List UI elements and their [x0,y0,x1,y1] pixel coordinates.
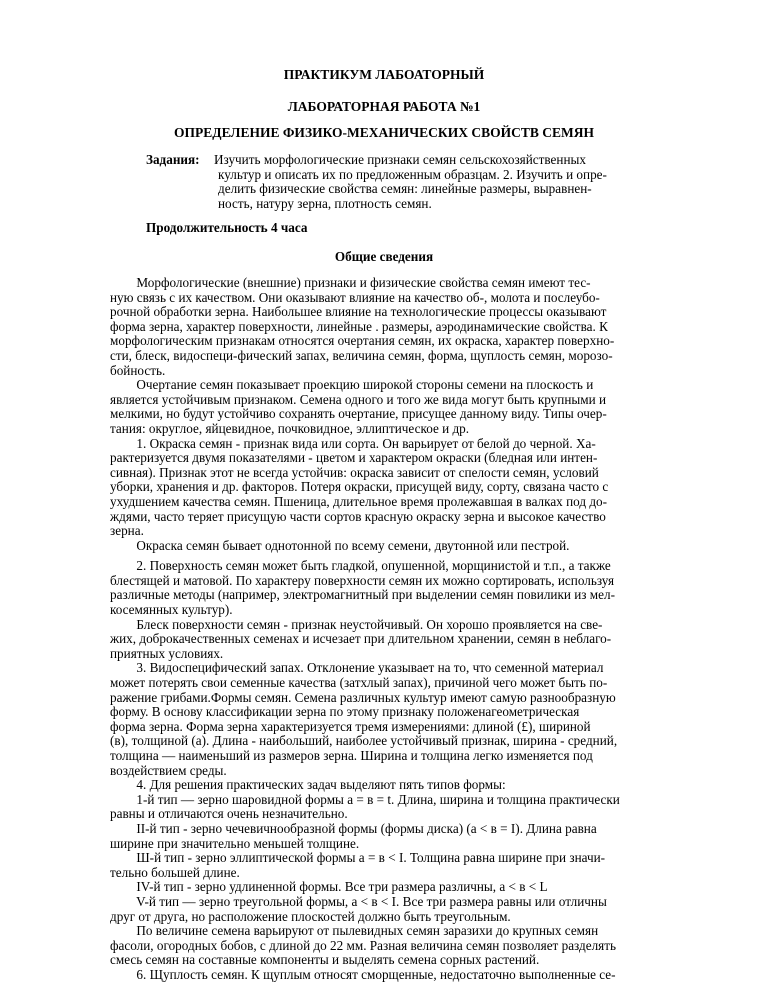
text-line-content: косемянных культур). [110,602,233,618]
text-line-content: форма зерна, характер поверхности, линейные . размеры, аэродинамические свойства. К [110,318,608,334]
text-line-content: сти, блеск, видоспеци-фический запах, величина семян, форма, щуплость семян, морозо- [110,347,613,363]
text-line-content: сивная). Признак этот не всегда устойчив: окраска зависит от спелости семян, условий [110,464,599,480]
text-line [110,466,670,481]
text-line-content: смесь семян на составные компоненты и выделять семена сорных растений. [110,952,540,968]
text-line [110,603,670,618]
text-line [110,539,670,554]
text-line-content: 6. Щуплость семян. К щуплым относят сморщенные, недостаточно выполненные се- [110,966,616,982]
task-line: Изучить морфологические признаки семян сельскохозяйственных [214,152,586,167]
text-line [110,407,670,422]
text-line [110,734,670,749]
text-line-content: морфологическим признакам относятся очертания семян, их окраска, характер поверхно- [110,333,615,349]
task-line: делить физические свойства семян: линейные размеры, выравнен- [218,181,592,197]
text-line [110,968,670,983]
text-line-content: зерна. [110,523,144,539]
text-line [110,793,670,808]
text-line [110,334,670,349]
text-line [110,422,670,437]
text-line [110,880,670,895]
text-line [110,939,670,954]
text-line-content: форму. В основу классификации зерна по этому признаку положенагеометрическая [110,704,580,720]
text-line-content: ражение грибами.Формы семян. Семена различных культур имеют самую разнообразную [110,689,616,705]
text-line-content: равны и отличаются очень незначительно. [110,806,348,822]
text-line-content: 4. Для решения практических задач выделяют пять типов формы: [110,777,506,793]
text-line-content: Морфологические (внешние) признаки и физические свойства семян имеют тес- [110,275,591,290]
text-line-content: уборки, хранения и др. факторов. Потеря окраски, присущей виду, сорту, связана часто с [110,479,609,495]
text-line [110,691,670,706]
text-line [110,822,670,837]
text-line [110,588,670,603]
text-line [110,378,670,393]
text-line [110,291,670,306]
text-line [110,866,670,881]
text-line-content: Окраска семян бывает однотонной по всему семени, двутонной или пестрой. [110,537,570,553]
text-line-content: 1-й тип — зерно шаровидной формы а = в = t. Длина, ширина и толщина практически [110,791,620,807]
topic-title: ОПРЕДЕЛЕНИЕ ФИЗИКО-МЕХАНИЧЕСКИХ СВОЙСТВ СЕМЯН [174,125,594,140]
text-line [110,393,670,408]
text-line [110,480,670,495]
text-line [110,953,670,968]
text-line [110,764,670,779]
text-line [110,451,670,466]
text-line [110,276,670,291]
text-line-content: друг от друга, но расположение плоскостей должно быть треугольным. [110,908,511,924]
text-line [110,524,670,539]
text-line [110,632,670,647]
text-line-content: ширине при значительно меньшей толщине. [110,835,360,851]
text-line [110,349,670,364]
text-line-content: (в), толщиной (а). Длина - наибольший, наиболее устойчивый признак, ширина - средний, [110,733,618,749]
text-line [110,559,670,574]
text-line-content: По величине семена варьируют от пылевидных семян заразихи до крупных семян [110,923,599,939]
text-line [110,305,670,320]
task-line: культур и описать их по предложенным образцам. 2. Изучить и опре- [218,166,607,182]
text-line-content: приятных условиях. [110,645,224,661]
practicum-title: ПРАКТИКУМ ЛАБОАТОРНЫЙ [283,67,485,82]
duration: Продолжительность 4 часа [146,220,308,235]
text-line-content: 1. Окраска семян - признак вида или сорта. Он варьирует от белой до черной. Ха- [110,435,596,451]
text-line [110,661,670,676]
text-line-content: фасоли, огородных бобов, с длиной до 22 мм. Разная величина семян позволяет разделять [110,937,617,953]
text-line [110,837,670,852]
text-line [110,618,670,633]
text-line-content: Ш-й тип - зерно эллиптической формы а = в < I. Толщина равна ширине при значи- [110,850,606,866]
task-text [214,153,662,211]
text-line-content: ухудшением качества семян. Пшеница, длительное время пролежавшая в валках под до- [110,493,608,509]
text-line-content: бойность. [110,362,166,378]
text-line [110,720,670,735]
section-heading: Общие сведения [334,249,434,264]
text-line-content: воздействием среды. [110,762,227,778]
text-line-content: V-й тип — зерно треугольной формы, а < в < I. Все три размера равны или отличны [110,893,607,909]
text-line-content: Блеск поверхности семян - признак неустойчивый. Он хорошо проявляется на све- [110,616,603,632]
text-line [110,437,670,452]
text-line-content: рактеризуется двумя показателями - цветом и характером окраски (бледная или интен- [110,450,598,466]
text-line [110,574,670,589]
text-line-content: блестящей и матовой. По характеру поверхности семян их можно сортировать, используя [110,572,615,588]
text-line [110,910,670,925]
text-line-content: форма зерна. Форма зерна характеризуется тремя измерениями: длиной (£), шириной [110,718,591,734]
text-line [110,510,670,525]
task-line: ность, натуру зерна, плотность семян. [218,195,432,211]
text-line-content: является устойчивым признаком. Семена одного и того же вида могут быть крупными и [110,391,607,407]
text-line-content: ждями, часто теряет присущую части сортов красную окраску зерна и высокое качество [110,508,606,524]
text-line-content: мелкими, но будут устойчиво сохранять очертание, присущее данному виду. Типы очер- [110,406,607,422]
text-line [110,495,670,510]
text-line-content: различные методы (например, электромагнитный при выделении семян повилики из мел- [110,587,615,603]
text-line [110,924,670,939]
body-text [110,276,670,983]
text-line [110,807,670,822]
lab-work-title: ЛАБОРАТОРНАЯ РАБОТА №1 [287,99,481,114]
text-line [110,676,670,691]
text-line [110,705,670,720]
text-line-content: IV-й тип - зерно удлиненной формы. Все три размера различны, а < в < L [110,879,548,895]
text-line-content: тельно большей длине. [110,864,240,880]
text-line [110,778,670,793]
text-line [110,749,670,764]
text-line [110,851,670,866]
text-line-content: тания: округлое, яйцевидное, почковидное, эллиптическое и др. [110,420,470,436]
text-line-content: может потерять свои семенные качества (затхлый запах), причиной чего может быть по- [110,675,608,691]
text-line-content: жих, доброкачественных семенах и исчезает при длительном хранении, семян в неблаго- [110,631,612,647]
text-line [110,320,670,335]
text-line-content: толщина — наименьший из размеров зерна. Ширина и толщина легко изменяется под [110,748,593,763]
text-line-content: рочной обработки зерна. Наибольшее влияние на технологические процессы оказывают [110,304,607,320]
text-line [110,647,670,662]
text-line-content: II-й тип - зерно чечевичнообразной формы (формы диска) (а < в = I). Длина равна [110,820,597,836]
text-line-content: 3. Видоспецифический запах. Отклонение указывает на то, что семенной материал [110,660,604,676]
text-line [110,364,670,379]
text-line-content: Очертание семян показывает проекцию широкой стороны семени на плоскость и [110,377,594,393]
text-line-content: 2. Поверхность семян может быть гладкой, опушенной, морщинистой и т.п., а также [110,558,611,574]
task-label: Задания: [146,152,200,167]
text-line-content: ную связь с их качеством. Они оказывают влияние на качество об-, молота и послеубо- [110,289,600,305]
text-line [110,895,670,910]
